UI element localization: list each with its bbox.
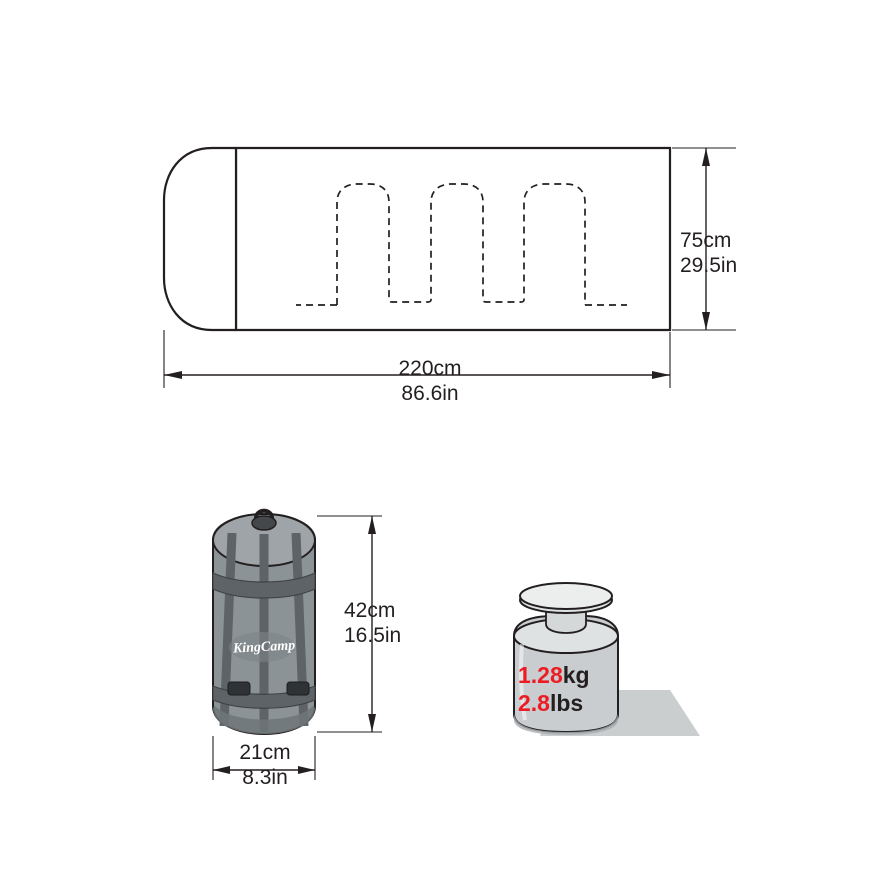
length-arrow-right — [652, 371, 670, 379]
weight-imperial — [518, 689, 618, 717]
length-imperial: 86.6in — [401, 382, 459, 405]
sack-height-imperial: 16.5in — [344, 624, 402, 647]
width-metric: 75cm — [680, 229, 732, 252]
length-arrow-left — [164, 371, 182, 379]
sleeping-bag-outline — [164, 148, 670, 330]
width-dimension-label — [680, 228, 800, 278]
weight-imperial-value: 2.8 — [518, 690, 550, 716]
width-imperial: 29.5in — [680, 254, 738, 277]
bag-body-rect — [236, 148, 670, 330]
sack-width-dimension-label — [200, 740, 330, 790]
sack-height-metric: 42cm — [344, 599, 396, 622]
weight-metric-unit: kg — [562, 662, 590, 688]
weight-label — [518, 661, 618, 717]
sack-height-arrow-top — [368, 516, 376, 534]
weight-imperial-unit: lbs — [549, 690, 584, 716]
bag-hood-curve — [164, 148, 236, 330]
sack-buckle-right — [287, 682, 309, 695]
sack-height-dimension-label — [344, 598, 454, 648]
width-arrow-bottom — [702, 312, 710, 330]
sack-buckle-left — [228, 682, 250, 695]
weight-metric-value: 1.28 — [518, 662, 563, 688]
length-dimension-label — [336, 356, 524, 406]
width-arrow-top — [702, 148, 710, 166]
length-metric: 220cm — [398, 357, 462, 380]
sack-height-arrow-bottom — [368, 714, 376, 732]
compression-sack — [213, 511, 315, 734]
sack-cord-lock — [252, 516, 276, 530]
weight-metric — [518, 661, 618, 689]
brand-logo-text: KingCamp — [232, 638, 296, 657]
weight-handle-plate-top — [520, 583, 612, 609]
sack-width-imperial: 8.3in — [242, 766, 288, 789]
sack-width-metric: 21cm — [239, 741, 291, 764]
